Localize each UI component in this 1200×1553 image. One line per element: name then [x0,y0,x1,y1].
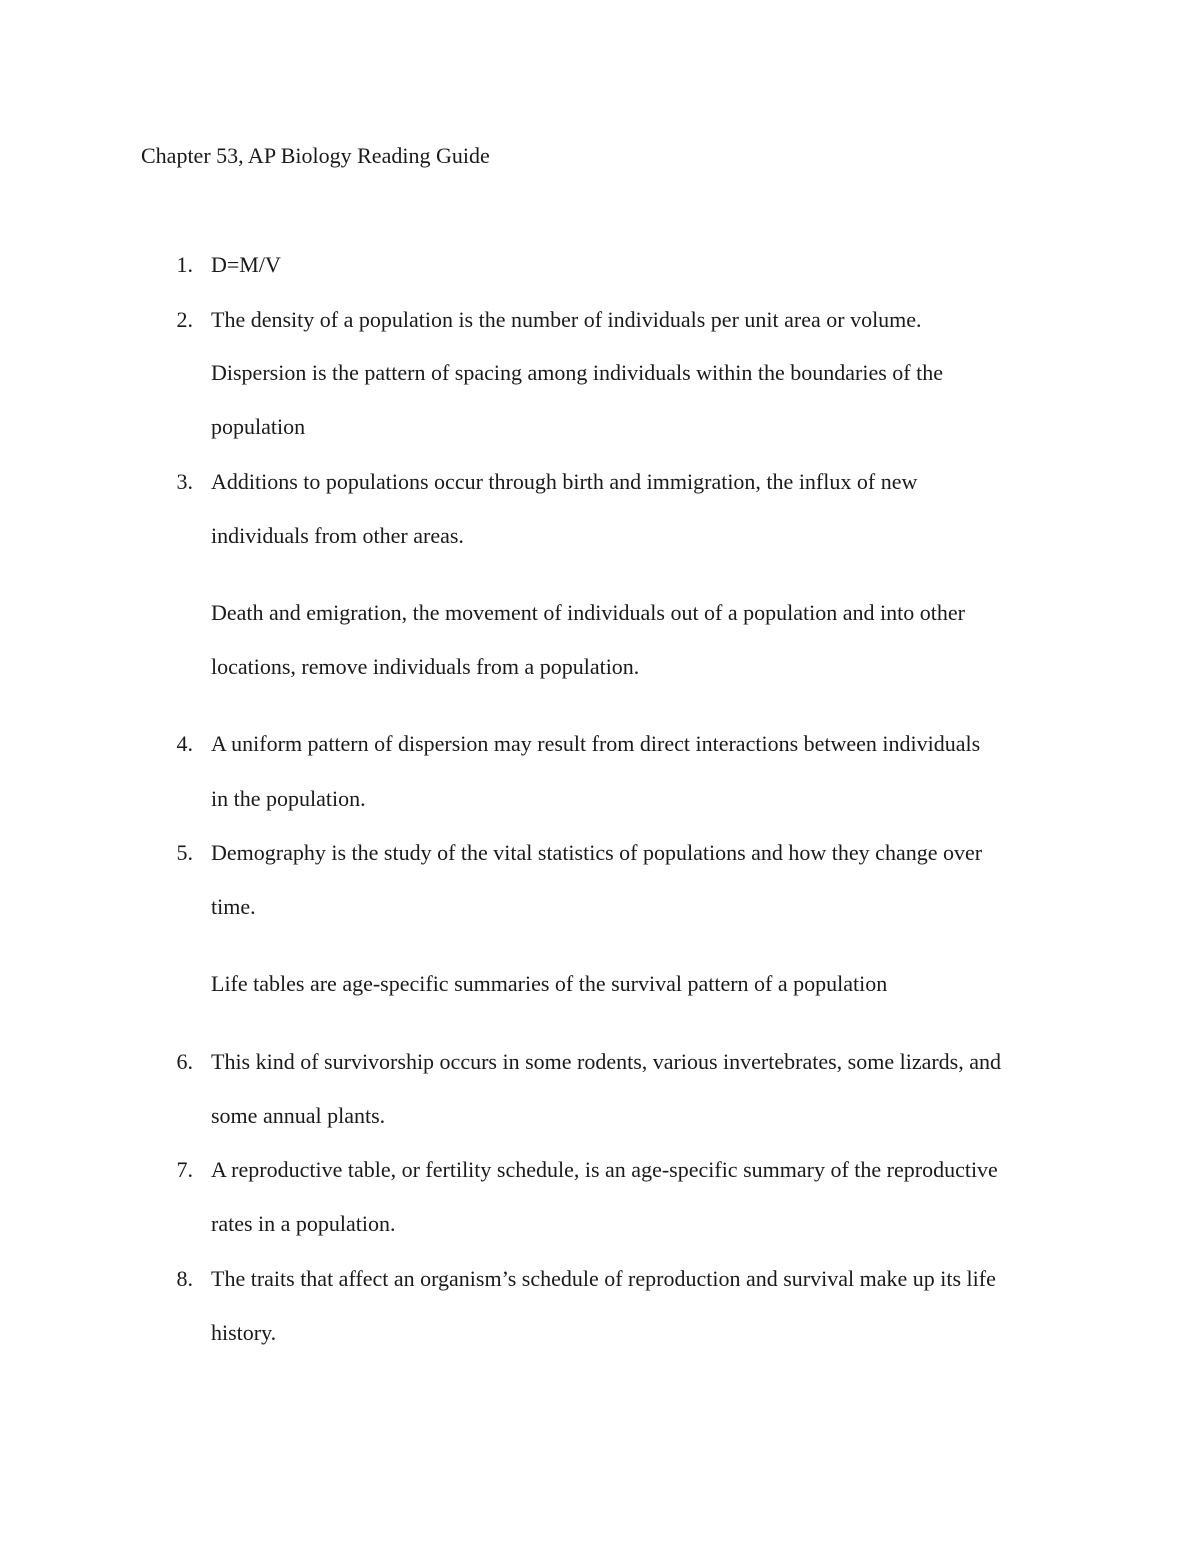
list-item-text: in the population. [211,786,366,811]
list-item-number: 8. [176,1266,193,1291]
list-item-number: 6. [176,1049,193,1074]
list-item-text: A uniform pattern of dispersion may result from direct interactions between individuals [211,731,981,756]
list-item-number: 5. [176,840,193,865]
list-item-text: The density of a population is the number of individuals per unit area or volume. [211,307,922,332]
list-item-text: This kind of survivorship occurs in some rodents, various invertebrates, some lizards, and [211,1049,1002,1074]
list-item-paragraph: Death and emigration, the movement of individuals out of a population and into other [211,600,965,625]
list-item-paragraph: locations, remove individuals from a population. [211,654,640,679]
list-item-text: some annual plants. [211,1103,386,1128]
list-item-text: D=M/V [211,252,281,277]
list-item-paragraph: Life tables are age-specific summaries of the survival pattern of a population [211,971,888,996]
list-item-text: individuals from other areas. [211,523,464,548]
list-item-number: 7. [176,1157,193,1182]
list-item-text: A reproductive table, or fertility schedule, is an age-specific summary of the reproductive [211,1157,998,1182]
list-item-text: The traits that affect an organism’s schedule of reproduction and survival make up its life [211,1266,996,1291]
list-item-text: Additions to populations occur through birth and immigration, the influx of new [211,469,918,494]
list-item-text: Demography is the study of the vital statistics of populations and how they change over [211,840,983,865]
list-item-text: history. [211,1320,277,1345]
list-item-number: 2. [176,307,193,332]
list-item-text: population [211,414,306,439]
list-item-number: 4. [176,731,193,756]
list-item-number: 1. [176,252,193,277]
list-item-text: Dispersion is the pattern of spacing among individuals within the boundaries of the [211,360,943,385]
list-item-number: 3. [176,469,193,494]
list-item-text: time. [211,894,256,919]
page-title: Chapter 53, AP Biology Reading Guide [141,143,490,168]
list-item-text: rates in a population. [211,1211,396,1236]
